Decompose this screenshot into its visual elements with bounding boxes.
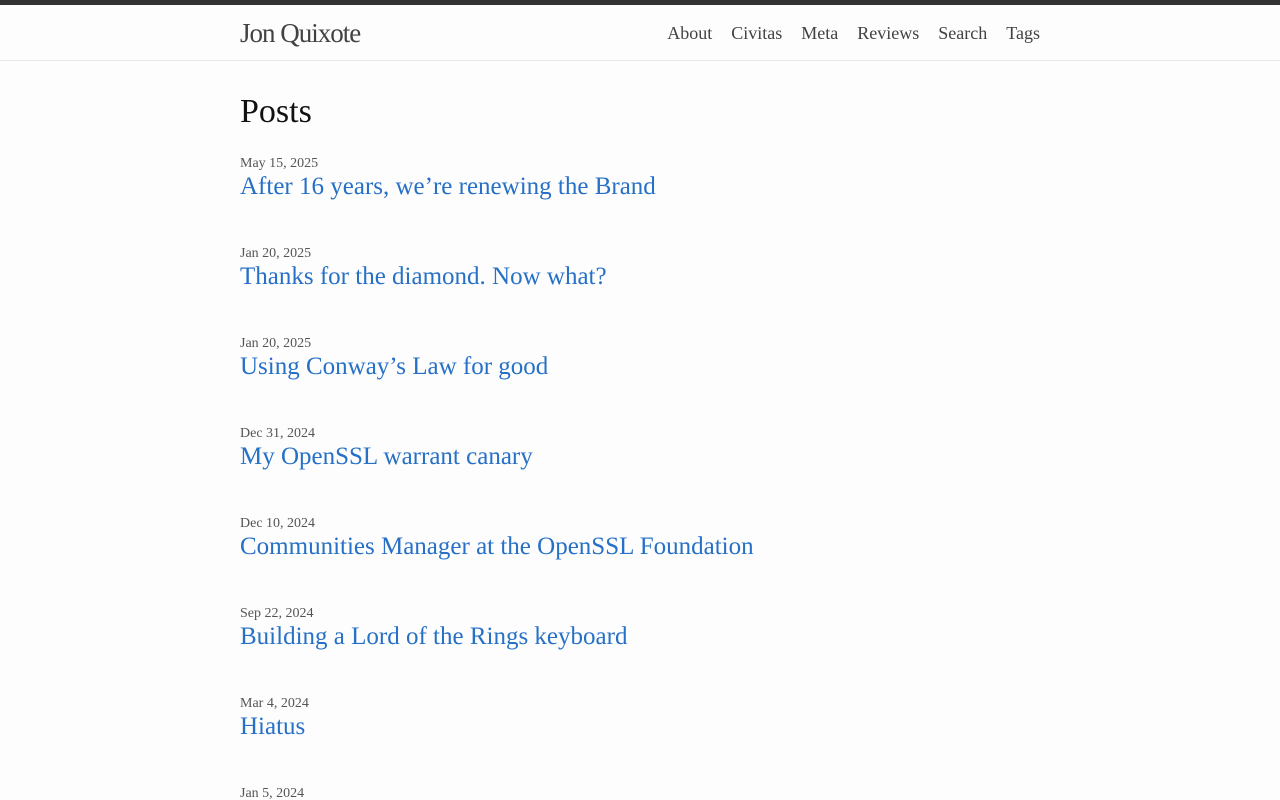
nav-link-civitas[interactable]: Civitas	[731, 23, 783, 43]
post-list-item	[240, 156, 1040, 246]
post-list-item	[240, 606, 1040, 696]
post-date: Dec 10, 2024	[240, 516, 316, 531]
post-title-link[interactable]: Building a Lord of the Rings keyboard	[240, 623, 628, 650]
post-date: Jan 20, 2025	[240, 336, 312, 351]
nav-link-about[interactable]: About	[667, 23, 713, 43]
post-list-item	[240, 696, 1040, 786]
post-date: Jan 20, 2025	[240, 246, 312, 261]
nav-link-search[interactable]: Search	[938, 23, 988, 43]
post-list-item	[240, 786, 1040, 800]
nav-link-meta[interactable]: Meta	[801, 23, 839, 43]
site-nav	[667, 24, 1040, 42]
post-title-link[interactable]: Thanks for the diamond. Now what?	[240, 263, 607, 290]
post-date: Dec 31, 2024	[240, 426, 316, 441]
main-content	[0, 95, 1280, 800]
post-list-item	[240, 336, 1040, 426]
header-wrapper	[240, 5, 1040, 61]
post-title-link[interactable]: Hiatus	[240, 713, 306, 740]
post-list-item	[240, 426, 1040, 516]
post-title-link[interactable]: My OpenSSL warrant canary	[240, 443, 533, 470]
page-title: Posts	[240, 93, 312, 130]
post-date: Sep 22, 2024	[240, 606, 314, 621]
post-list-item	[240, 246, 1040, 336]
post-title-link[interactable]: After 16 years, we’re renewing the Brand	[240, 173, 656, 200]
post-list	[240, 156, 1040, 800]
site-header	[0, 5, 1280, 61]
post-list-item	[240, 516, 1040, 606]
post-date: Mar 4, 2024	[240, 696, 309, 711]
post-date: Jan 5, 2024	[240, 786, 305, 800]
content-wrapper	[240, 95, 1040, 800]
post-title-link[interactable]: Using Conway’s Law for good	[240, 353, 549, 380]
nav-link-tags[interactable]: Tags	[1006, 23, 1040, 43]
site-title-link[interactable]: Jon Quixote	[240, 17, 361, 48]
post-date: May 15, 2025	[240, 156, 319, 171]
post-title-link[interactable]: Communities Manager at the OpenSSL Foundation	[240, 533, 754, 560]
nav-link-reviews[interactable]: Reviews	[857, 23, 920, 43]
